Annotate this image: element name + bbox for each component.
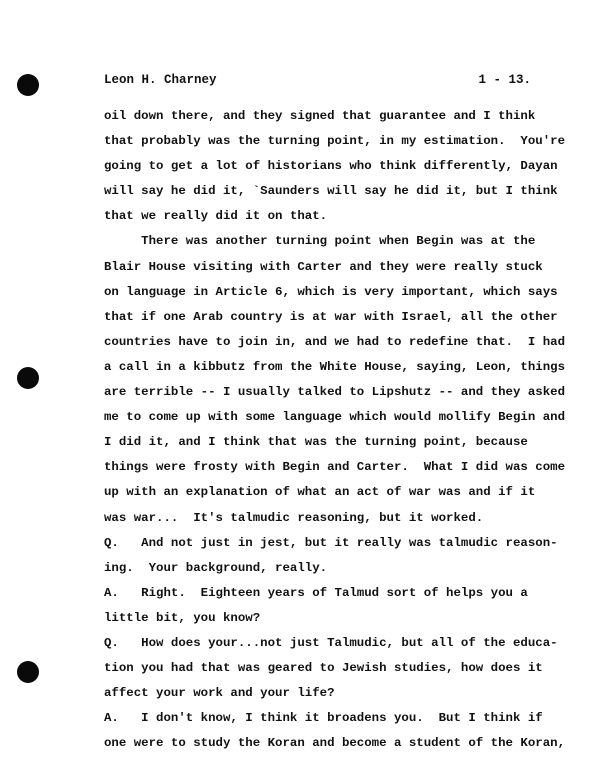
interviewee-name: Leon H. Charney <box>104 73 217 87</box>
transcript-line: on language in Article 6, which is very important, which says <box>104 284 558 299</box>
transcript-line: me to come up with some language which would mollify Begin and <box>104 410 566 425</box>
transcript-line: that probably was the turning point, in my estimation. You're <box>104 134 566 149</box>
binder-hole-middle <box>17 367 39 389</box>
transcript-line: affect your work and your life? <box>104 686 335 701</box>
transcript-line: oil down there, and they signed that guarantee and I think <box>104 109 536 123</box>
transcript-line: a call in a kibbutz from the White House, saying, Leon, things <box>104 359 566 374</box>
page-header <box>104 73 531 87</box>
binder-hole-bottom <box>17 661 39 683</box>
transcript-line: I did it, and I think that was the turning point, because <box>104 435 528 450</box>
binder-hole-top <box>17 74 39 96</box>
transcript-line: A. I don't know, I think it broadens you. But I think if <box>104 711 543 726</box>
transcript-line: tion you had that was geared to Jewish studies, how does it <box>104 661 543 676</box>
transcript-line: one were to study the Koran and become a student of the Koran, <box>104 736 566 751</box>
transcript-line: that we really did it on that. <box>104 209 328 224</box>
transcript-line: Q. How does your...not just Talmudic, but all of the educa- <box>104 635 558 650</box>
page-number: 1 - 13. <box>478 73 531 87</box>
transcript-line: up with an explanation of what an act of war was and if it <box>104 485 536 500</box>
transcript-line: A. Right. Eighteen years of Talmud sort of helps you a <box>104 585 528 600</box>
transcript-line: going to get a lot of historians who think differently, Dayan <box>104 159 558 174</box>
transcript-body <box>104 104 566 756</box>
transcript-line: There was another turning point when Begin was at the <box>104 234 536 249</box>
transcript-line: little bit, you know? <box>104 610 261 625</box>
transcript-line: are terrible -- I usually talked to Lipshutz -- and they asked <box>104 385 566 400</box>
transcript-line: was war... It's talmudic reasoning, but it worked. <box>104 510 484 525</box>
transcript-line: will say he did it, `Saunders will say he did it, but I think <box>104 184 558 199</box>
transcript-line: Q. And not just in jest, but it really was talmudic reason- <box>104 535 558 550</box>
transcript-line: things were frosty with Begin and Carter. What I did was come <box>104 460 566 475</box>
transcript-line: Blair House visiting with Carter and they were really stuck <box>104 259 543 274</box>
transcript-line: countries have to join in, and we had to redefine that. I had <box>104 334 566 349</box>
transcript-line: that if one Arab country is at war with Israel, all the other <box>104 309 558 324</box>
transcript-line: ing. Your background, really. <box>104 560 328 575</box>
